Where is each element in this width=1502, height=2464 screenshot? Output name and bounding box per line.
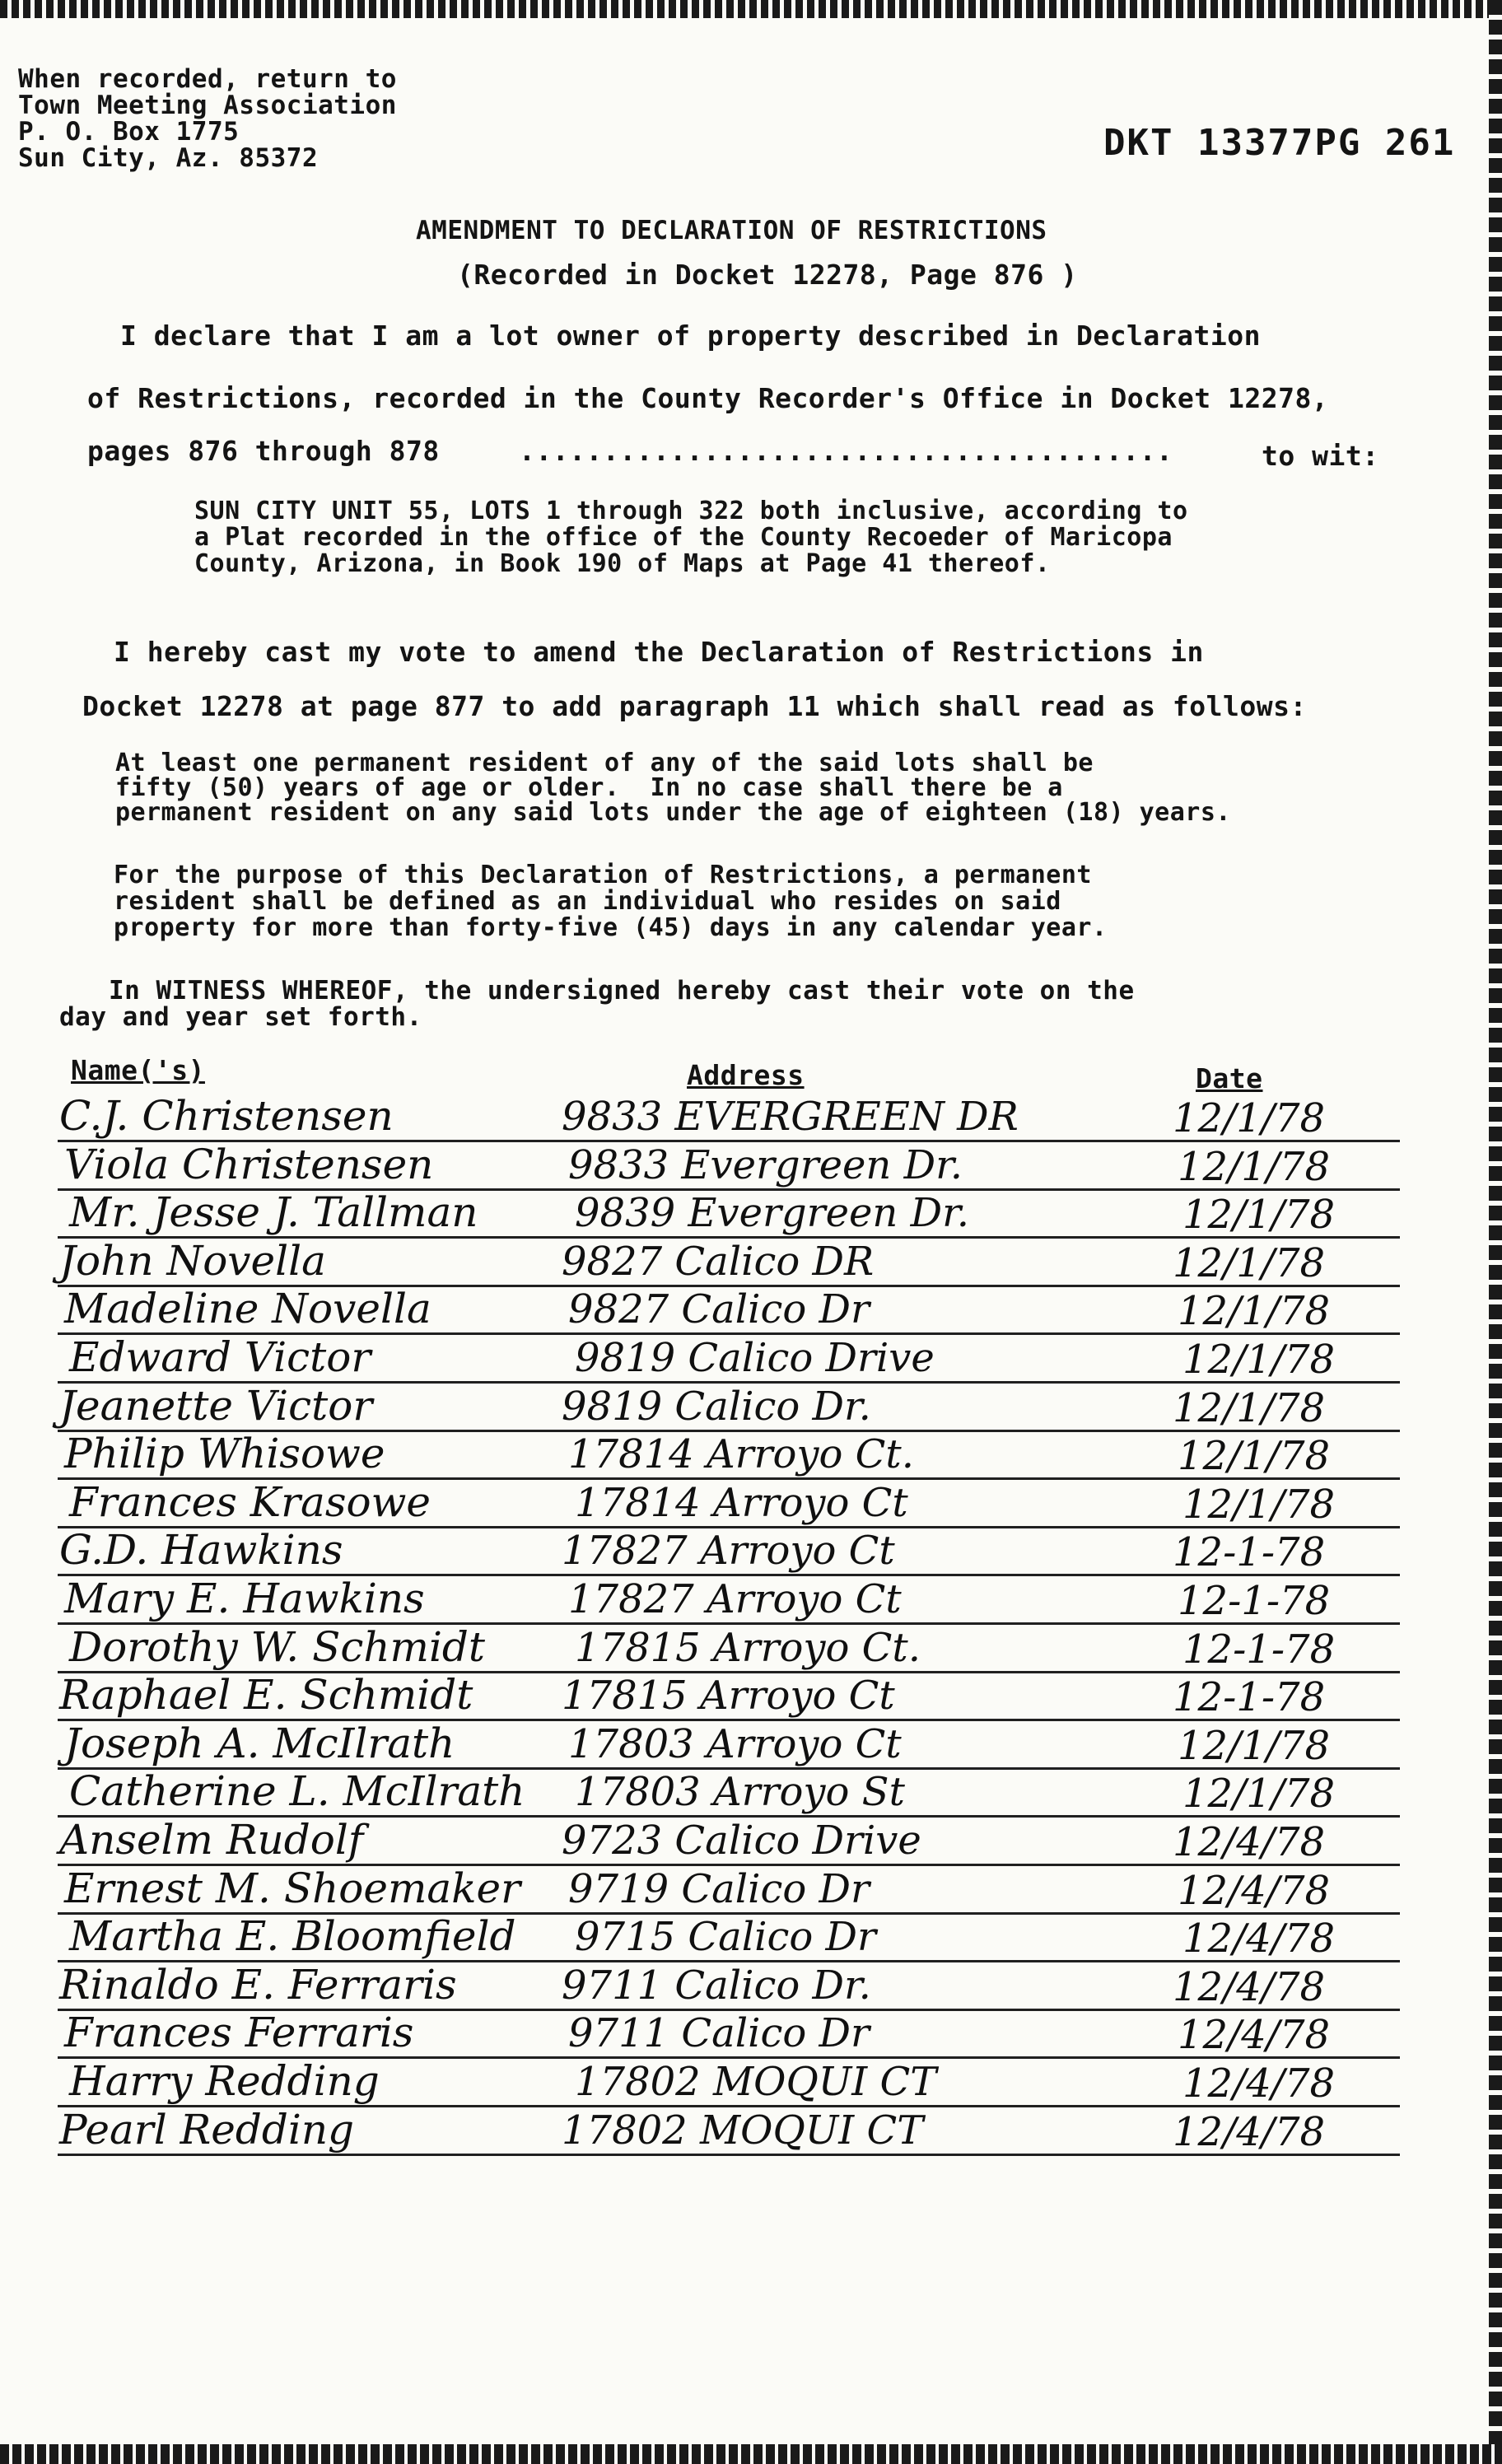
signature-address: 9711 Calico Dr [568,2010,870,2056]
vote-line: Docket 12278 at page 877 to add paragraph 11 which shall read as follows: [82,690,1307,722]
return-line: Town Meeting Association [18,91,397,120]
signature-address: 9839 Evergreen Dr. [575,1190,969,1236]
signature-address: 9723 Calico Drive [562,1818,921,1864]
signature-address: 9819 Calico Dr. [562,1384,871,1430]
return-line: When recorded, return to [18,64,397,94]
declaration-line: pages 876 through 878 [87,435,440,467]
signature-address: 17827 Arroyo Ct [562,1528,895,1574]
column-header-name: Name('s) [71,1054,205,1086]
signature-name: Rinaldo E. Ferraris [59,1961,457,2009]
signature-date: 12/1/78 [1178,1144,1331,1190]
return-line: Sun City, Az. 85372 [18,143,319,173]
definition-line: For the purpose of this Declaration of Restrictions, a permanent [114,861,1092,889]
signature-name: Dorothy W. Schmidt [69,1623,486,1671]
signature-date: 12-1-78 [1173,1674,1326,1720]
definition-line: resident shall be defined as an individual who resides on said [114,887,1061,916]
scan-border-bottom [0,2444,1502,2464]
signature-name: Madeline Novella [64,1285,431,1332]
definition-line: property for more than forty-five (45) days in any calendar year. [114,913,1108,942]
declaration-dots: ....................................... [519,435,1173,467]
legal-description-line: SUN CITY UNIT 55, LOTS 1 through 322 both inclusive, according to [194,497,1188,525]
signature-name: G.D. Hawkins [59,1526,343,1574]
signature-address: 9819 Calico Drive [575,1335,935,1381]
signature-date: 12/4/78 [1182,2060,1336,2107]
witness-line: In WITNESS WHEREOF, the undersigned hereby cast their vote on the [109,976,1135,1006]
signature-name: Edward Victor [69,1333,371,1381]
signature-name: Pearl Redding [59,2106,355,2154]
signature-date: 12/4/78 [1182,1916,1336,1962]
signature-address: 9827 Calico Dr [568,1286,870,1332]
signature-address: 17803 Arroyo St [575,1769,905,1815]
signature-name: C.J. Christensen [59,1092,394,1140]
signature-address: 17815 Arroyo Ct. [575,1625,921,1671]
signature-address: 17802 MOQUI CT [562,2107,924,2154]
signature-name: Catherine L. McIlrath [69,1767,525,1815]
signature-address: 9719 Calico Dr [568,1866,870,1912]
docket-stamp: DKT 13377PG 261 [1103,122,1456,164]
signature-name: Philip Whisowe [64,1430,385,1477]
return-line: P. O. Box 1775 [18,117,240,147]
paragraph11-line: permanent resident on any said lots under the age of eighteen (18) years. [115,798,1231,827]
declaration-line: to wit: [1262,440,1379,472]
signature-address: 17814 Arroyo Ct. [568,1431,914,1477]
signature-name: Mr. Jesse J. Tallman [69,1188,478,1236]
signature-name: Raphael E. Schmidt [59,1671,473,1719]
signature-address: 9833 EVERGREEN DR [562,1094,1019,1140]
declaration-line: of Restrictions, recorded in the County Recorder's Office in Docket 12278, [87,382,1329,414]
paragraph11-line: fifty (50) years of age or older. In no case shall there be a [115,773,1063,802]
signature-date: 12-1-78 [1178,1578,1331,1624]
column-header-address: Address [687,1059,805,1091]
signature-date: 12/1/78 [1182,1337,1336,1383]
signature-date: 12-1-78 [1182,1626,1336,1673]
signature-date: 12/1/78 [1178,1723,1331,1769]
signature-date: 12/1/78 [1173,1385,1326,1431]
vote-line: I hereby cast my vote to amend the Declaration of Restrictions in [114,636,1204,668]
signature-date: 12-1-78 [1173,1529,1326,1575]
signature-name: Martha E. Bloomfield [69,1912,516,1960]
signature-date: 12/1/78 [1182,1771,1336,1817]
signature-name: Frances Krasowe [69,1478,431,1526]
document-title: AMENDMENT TO DECLARATION OF RESTRICTIONS [416,216,1047,245]
legal-description-line: a Plat recorded in the office of the County Recoeder of Maricopa [194,523,1173,552]
signature-name: Ernest M. Shoemaker [64,1864,520,1912]
signature-address: 9833 Evergreen Dr. [568,1142,963,1188]
scan-border-right [1489,0,1502,2464]
signature-name: Frances Ferraris [64,2009,414,2056]
signature-date: 12/1/78 [1173,1240,1326,1286]
signature-date: 12/1/78 [1182,1482,1336,1528]
column-header-date: Date [1196,1062,1263,1094]
signature-date: 12/4/78 [1173,1964,1326,2010]
signature-date: 12/1/78 [1178,1288,1331,1334]
signature-address: 17802 MOQUI CT [575,2059,937,2105]
declaration-line: I declare that I am a lot owner of property described in Declaration [120,320,1262,352]
legal-description-line: County, Arizona, in Book 190 of Maps at Page 41 thereof. [194,549,1051,578]
signature-name: Jeanette Victor [59,1382,373,1430]
scan-border-top [0,0,1502,18]
signature-address: 9827 Calico DR [562,1239,875,1285]
signature-date: 12/4/78 [1178,1868,1331,1914]
signature-date: 12/1/78 [1178,1433,1331,1479]
return-address-block [18,66,397,171]
signature-name: Viola Christensen [64,1141,434,1188]
signature-name: Anselm Rudolf [59,1816,364,1864]
signature-address: 17827 Arroyo Ct [568,1576,902,1622]
signature-name: Harry Redding [69,2057,380,2105]
signature-name: Mary E. Hawkins [64,1575,425,1622]
signature-address: 9711 Calico Dr. [562,1962,871,2009]
document-subtitle: (Recorded in Docket 12278, Page 876 ) [457,259,1078,291]
signature-address: 17815 Arroyo Ct [562,1673,895,1719]
signature-date: 12/4/78 [1173,1819,1326,1865]
witness-line: day and year set forth. [59,1002,422,1032]
signature-date: 12/4/78 [1173,2109,1326,2155]
signature-address: 17803 Arroyo Ct [568,1721,902,1767]
signature-address: 9715 Calico Dr [575,1914,876,1960]
paragraph11-line: At least one permanent resident of any of the said lots shall be [115,749,1094,777]
signature-name: John Novella [59,1237,326,1285]
signature-address: 17814 Arroyo Ct [575,1480,908,1526]
signature-date: 12/1/78 [1173,1095,1326,1141]
signature-name: Joseph A. McIlrath [64,1720,455,1767]
signature-date: 12/1/78 [1182,1192,1336,1238]
signature-date: 12/4/78 [1178,2012,1331,2058]
